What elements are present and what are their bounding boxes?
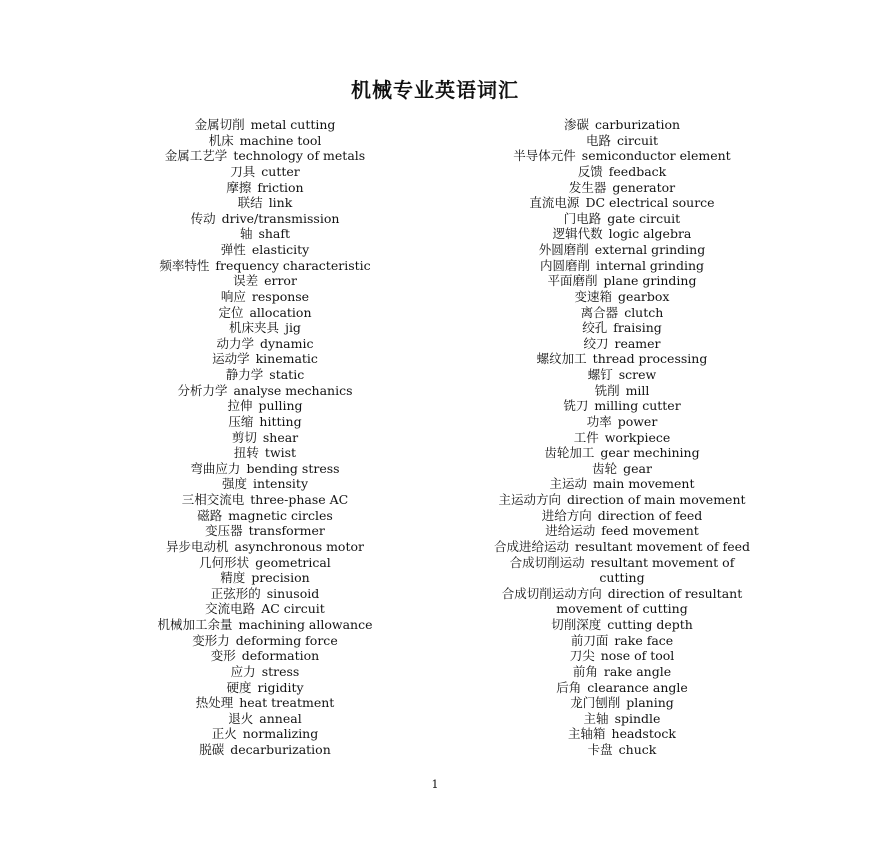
term-english: DC electrical source xyxy=(585,195,715,211)
term-english: cutter xyxy=(261,163,300,179)
term-chinese: 弹性 xyxy=(220,242,246,257)
term-entry xyxy=(412,273,832,289)
term-chinese: 三相交流电 xyxy=(181,492,245,507)
term-english: anneal xyxy=(259,710,302,726)
term-english: feed movement xyxy=(601,523,699,539)
term-chinese: 变形力 xyxy=(192,632,230,648)
term-entry xyxy=(412,570,832,586)
term-entry xyxy=(412,695,832,711)
term-entry xyxy=(412,430,832,446)
term-english: gear xyxy=(623,460,652,476)
term-entry xyxy=(412,476,832,492)
term-chinese: 螺纹加工 xyxy=(536,351,587,367)
term-chinese: 进给方向 xyxy=(541,507,592,523)
term-english: clearance angle xyxy=(587,679,688,695)
term-entry xyxy=(412,742,832,758)
term-chinese: 压缩 xyxy=(228,413,254,429)
term-chinese: 分析力学 xyxy=(177,382,228,398)
term-chinese: 硬度 xyxy=(226,679,252,695)
term-entry xyxy=(412,523,832,539)
term-chinese: 脱碳 xyxy=(199,742,225,757)
term-english: thread processing xyxy=(592,351,708,367)
term-english: stress xyxy=(261,663,300,679)
term-chinese: 误差 xyxy=(233,273,259,289)
term-english: shear xyxy=(262,429,299,445)
term-chinese: 半导体元件 xyxy=(513,148,576,164)
term-entry xyxy=(412,180,832,196)
term-english: resultant movement of feed xyxy=(574,538,751,554)
term-entry xyxy=(412,289,832,305)
term-chinese: 正弦形的 xyxy=(210,585,261,601)
term-english: cutting depth xyxy=(607,617,693,632)
term-entry xyxy=(412,601,832,617)
term-chinese: 轴 xyxy=(239,226,253,242)
term-english: external grinding xyxy=(594,242,706,257)
term-chinese: 变压器 xyxy=(205,523,243,539)
term-chinese: 绞孔 xyxy=(582,320,608,336)
term-chinese: 金属切削 xyxy=(194,117,245,132)
term-english: heat treatment xyxy=(239,695,335,711)
term-chinese: 主轴 xyxy=(583,710,609,726)
term-english: gear mechining xyxy=(600,445,700,461)
term-entry xyxy=(412,367,832,383)
term-chinese: 热处理 xyxy=(195,695,234,711)
term-english: internal grinding xyxy=(596,257,704,273)
term-entry xyxy=(412,680,832,696)
term-english: precision xyxy=(251,570,310,586)
term-chinese: 运动学 xyxy=(212,351,250,367)
term-english: carburization xyxy=(594,117,681,132)
term-chinese: 主轴箱 xyxy=(568,726,606,742)
term-english: direction of resultant xyxy=(607,585,743,601)
term-english: gearbox xyxy=(618,288,670,304)
term-chinese: 螺钉 xyxy=(587,367,613,382)
term-english: cutting xyxy=(599,570,645,586)
term-chinese: 外圆磨削 xyxy=(538,242,589,257)
term-english: planing xyxy=(626,695,674,711)
term-chinese: 变速箱 xyxy=(574,288,613,304)
term-chinese: 联结 xyxy=(237,195,263,211)
term-english: reamer xyxy=(614,335,661,351)
term-chinese: 功率 xyxy=(586,413,612,429)
term-entry xyxy=(412,648,832,664)
term-chinese: 绞刀 xyxy=(583,335,609,351)
term-chinese: 前刀面 xyxy=(570,632,609,648)
term-english: link xyxy=(268,195,293,211)
term-english: asynchronous motor xyxy=(234,538,364,554)
term-english: direction of main movement xyxy=(566,492,746,507)
term-entry xyxy=(412,664,832,680)
term-english: three-phase AC xyxy=(250,492,349,507)
term-english: power xyxy=(617,413,658,429)
term-chinese: 传动 xyxy=(190,210,216,226)
term-entry xyxy=(412,226,832,242)
term-entry xyxy=(412,711,832,727)
term-english: shaft xyxy=(258,226,291,242)
term-chinese: 切削深度 xyxy=(551,617,602,632)
term-english: geometrical xyxy=(255,554,331,570)
term-chinese: 剪切 xyxy=(231,429,257,445)
term-chinese: 应力 xyxy=(230,663,256,679)
term-english: feedback xyxy=(608,163,667,179)
term-english: response xyxy=(251,288,310,304)
term-entry xyxy=(412,195,832,211)
term-english: magnetic circles xyxy=(228,507,333,523)
term-entry xyxy=(412,242,832,258)
term-english: fraising xyxy=(613,320,662,336)
term-chinese: 主运动 xyxy=(549,476,587,492)
term-entry xyxy=(412,555,832,571)
term-chinese: 铣刀 xyxy=(563,398,589,414)
term-chinese: 离合器 xyxy=(580,304,619,320)
term-entry xyxy=(412,586,832,602)
term-english: analyse mechanics xyxy=(233,382,353,398)
term-chinese: 进给运动 xyxy=(545,523,596,539)
term-english: movement of cutting xyxy=(556,601,688,617)
term-entry xyxy=(412,414,832,430)
term-chinese: 交流电路 xyxy=(205,601,256,617)
term-chinese: 异步电动机 xyxy=(166,538,229,554)
term-chinese: 平面磨削 xyxy=(547,273,598,289)
term-english: drive/transmission xyxy=(221,210,340,226)
term-english: machine tool xyxy=(239,132,322,148)
term-english: direction of feed xyxy=(597,507,703,523)
term-chinese: 内圆磨削 xyxy=(539,257,590,273)
term-english: gate circuit xyxy=(607,210,681,226)
term-chinese: 机床 xyxy=(208,132,234,148)
term-chinese: 门电路 xyxy=(563,210,602,226)
term-entry xyxy=(412,164,832,180)
term-entry xyxy=(412,117,832,133)
right-term-column xyxy=(412,117,832,758)
term-entry xyxy=(412,148,832,164)
term-chinese: 扭转 xyxy=(233,445,259,461)
term-english: frequency characteristic xyxy=(215,257,371,273)
term-chinese: 齿轮 xyxy=(592,460,618,476)
term-chinese: 机械加工余量 xyxy=(157,617,233,632)
term-chinese: 金属工艺学 xyxy=(164,148,228,164)
term-entry xyxy=(412,320,832,336)
term-chinese: 刀具 xyxy=(230,163,256,179)
term-chinese: 铣削 xyxy=(594,382,620,398)
term-chinese: 拉伸 xyxy=(227,398,253,414)
term-english: rake face xyxy=(614,632,674,648)
term-entry xyxy=(412,398,832,414)
term-chinese: 摩擦 xyxy=(226,179,252,195)
term-english: decarburization xyxy=(230,742,331,757)
term-english: rigidity xyxy=(257,679,304,695)
term-english: dynamic xyxy=(260,335,314,351)
term-chinese: 合成进给运动 xyxy=(493,538,569,554)
term-entry xyxy=(412,539,832,555)
term-english: nose of tool xyxy=(600,648,675,664)
term-english: normalizing xyxy=(242,726,319,742)
term-english: pulling xyxy=(258,398,303,414)
term-chinese: 动力学 xyxy=(216,335,255,351)
term-english: headstock xyxy=(611,726,676,742)
term-english: AC circuit xyxy=(261,601,325,617)
term-chinese: 电路 xyxy=(585,132,611,148)
term-chinese: 直流电源 xyxy=(529,195,580,211)
term-english: static xyxy=(269,367,305,382)
term-english: logic algebra xyxy=(608,226,692,242)
term-entry xyxy=(412,461,832,477)
term-english: generator xyxy=(612,179,676,195)
term-chinese: 弯曲应力 xyxy=(190,460,241,476)
term-chinese: 静力学 xyxy=(225,367,264,382)
term-english: friction xyxy=(257,179,304,195)
term-entry xyxy=(412,492,832,508)
term-chinese: 几何形状 xyxy=(199,554,250,570)
term-entry xyxy=(412,336,832,352)
term-entry xyxy=(412,726,832,742)
term-chinese: 逻辑代数 xyxy=(552,226,603,242)
term-chinese: 机床夹具 xyxy=(229,320,280,336)
term-english: elasticity xyxy=(251,242,310,257)
term-english: intensity xyxy=(252,476,309,492)
term-entry xyxy=(412,508,832,524)
term-english: spindle xyxy=(614,710,661,726)
term-chinese: 反馈 xyxy=(577,163,603,179)
term-chinese: 发生器 xyxy=(568,179,607,195)
term-entry xyxy=(412,445,832,461)
term-english: transformer xyxy=(248,523,325,539)
term-chinese: 精度 xyxy=(220,570,246,586)
term-chinese: 龙门刨削 xyxy=(570,695,621,711)
term-english: semiconductor element xyxy=(581,148,731,164)
term-chinese: 强度 xyxy=(221,476,247,492)
term-english: rake angle xyxy=(603,663,672,679)
term-english: clutch xyxy=(624,304,664,320)
term-entry xyxy=(412,258,832,274)
term-english: deformation xyxy=(241,648,320,664)
term-chinese: 变形 xyxy=(210,648,236,664)
term-english: machining allowance xyxy=(238,617,373,632)
term-english: kinematic xyxy=(255,351,318,367)
term-english: technology of metals xyxy=(233,148,366,164)
term-english: workpiece xyxy=(604,429,671,445)
term-english: main movement xyxy=(593,476,695,492)
term-english: mill xyxy=(625,382,650,398)
term-english: sinusoid xyxy=(266,585,320,601)
term-chinese: 前角 xyxy=(572,663,598,679)
term-chinese: 磁路 xyxy=(197,507,223,523)
term-english: twist xyxy=(264,445,297,461)
term-english: jig xyxy=(285,320,301,336)
term-entry xyxy=(412,211,832,227)
term-chinese: 渗碳 xyxy=(563,117,589,132)
term-entry xyxy=(412,383,832,399)
term-chinese: 频率特性 xyxy=(159,257,210,273)
term-chinese: 响应 xyxy=(220,288,246,304)
term-entry xyxy=(412,617,832,633)
term-chinese: 正火 xyxy=(211,726,237,742)
term-english: resultant movement of xyxy=(590,554,735,570)
term-entry xyxy=(412,351,832,367)
term-chinese: 卡盘 xyxy=(587,742,613,757)
term-english: circuit xyxy=(616,132,659,148)
term-english: allocation xyxy=(249,304,312,320)
term-english: error xyxy=(264,273,297,289)
term-entry xyxy=(412,305,832,321)
term-entry xyxy=(412,633,832,649)
page-title: 机械专业英语词汇 xyxy=(351,78,519,102)
term-chinese: 后角 xyxy=(556,679,582,695)
term-english: plane grinding xyxy=(603,273,697,289)
term-english: milling cutter xyxy=(594,398,681,414)
term-chinese: 退火 xyxy=(228,710,254,726)
term-chinese: 齿轮加工 xyxy=(544,445,595,461)
term-chinese: 合成切削运动 xyxy=(509,554,585,570)
term-english: screw xyxy=(618,367,657,382)
term-chinese: 刀尖 xyxy=(569,648,595,664)
term-english: chuck xyxy=(618,742,657,757)
term-chinese: 定位 xyxy=(218,304,244,320)
term-english: hitting xyxy=(259,413,302,429)
term-chinese: 主运动方向 xyxy=(498,492,561,507)
page-number: 1 xyxy=(431,778,439,791)
term-chinese: 工件 xyxy=(573,429,599,445)
term-entry xyxy=(412,133,832,149)
term-english: bending stress xyxy=(246,460,340,476)
term-english: metal cutting xyxy=(250,117,336,132)
term-english: deforming force xyxy=(235,632,338,648)
term-chinese: 合成切削运动方向 xyxy=(501,585,602,601)
